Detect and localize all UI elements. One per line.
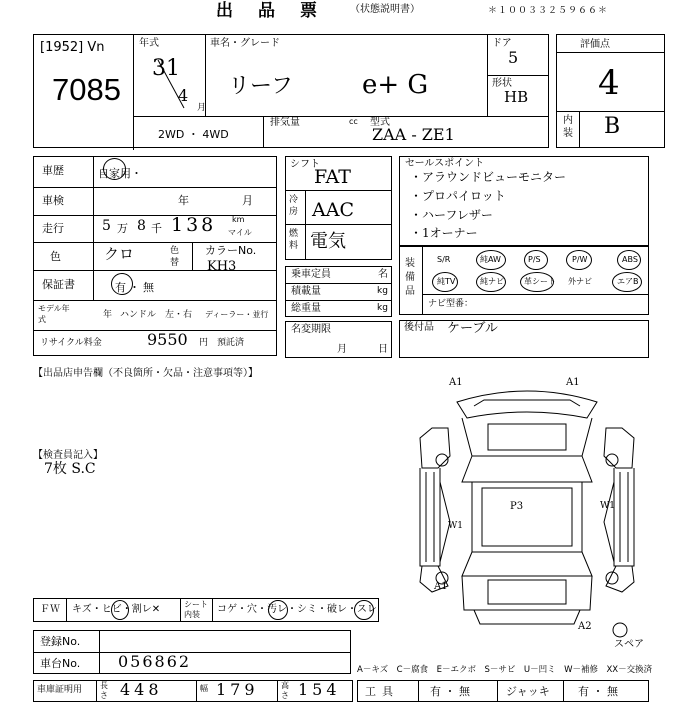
mark-w1-left: W1: [448, 521, 463, 531]
fuel-label: 燃料: [289, 229, 299, 251]
sales-point-2: ・プロパイロット: [410, 189, 506, 203]
serial-number: ＊１００３３２５９６６＊: [488, 6, 609, 16]
type-value: ZAA - ZE1: [372, 125, 455, 144]
fuel-value: 電気: [310, 231, 346, 252]
after-parts-block: [399, 320, 649, 358]
mileage-rest: 138: [171, 214, 217, 236]
chassis-value: 056862: [118, 652, 192, 671]
dealer-options: ディーラー・並行: [205, 310, 269, 319]
year-label: 年式: [139, 38, 159, 49]
seller-notes-label: 【出品店申告欄（不良箇所・欠品・注意事項等）】: [33, 368, 258, 379]
mileage-man-unit: 万: [117, 222, 128, 235]
warranty-label: 保証書: [42, 278, 75, 291]
registration-label: 登録No.: [40, 635, 81, 648]
chassis-label: 車台No.: [40, 657, 81, 670]
color-code: KH3: [207, 259, 237, 274]
sheet-title: 出 品 票: [216, 1, 321, 21]
equip-aw: 純AW: [480, 255, 501, 264]
equip-pw: P/W: [572, 255, 588, 264]
warranty-circle: [111, 273, 133, 295]
lot-tag: [1952] Vn: [40, 40, 105, 55]
model-grade: e+ G: [362, 70, 429, 100]
equip-navi: 純ナビ: [480, 277, 504, 286]
length-value: 448: [120, 680, 163, 699]
type-label: 型式: [370, 117, 390, 128]
height-value: 154: [298, 680, 341, 699]
mark-a1-left: A1: [449, 377, 463, 388]
shift-label: シフト: [290, 159, 320, 170]
certificate-label: 車庫証明用: [37, 685, 83, 695]
grade-score: 4: [598, 63, 620, 103]
cc-label: 排気量: [270, 117, 300, 128]
sales-points-label: セールスポイント: [405, 158, 485, 169]
inspection-label: 車検: [42, 194, 64, 207]
sheet-subtitle: （状態説明書）: [350, 4, 420, 15]
sales-point-4: ・1オーナー: [410, 226, 478, 240]
height-label: 高さ: [281, 681, 289, 700]
doors-label: ドア: [492, 38, 512, 49]
length-label: 長さ: [100, 681, 108, 700]
year-value: 31: [152, 56, 180, 81]
equip-aw-circle: [476, 250, 506, 270]
grade-label: 評価点: [580, 39, 610, 50]
load-label: 積載量: [291, 286, 321, 297]
equip-sr: S/R: [437, 255, 451, 264]
cc-unit: cc: [349, 117, 358, 126]
inspection-year: 年: [178, 194, 189, 207]
fw-items: キズ・ヒビ・割レ✕: [72, 604, 161, 615]
spare-label: スペア: [614, 639, 644, 650]
equipment-label: 装備品: [405, 258, 415, 297]
mark-p3: P3: [510, 501, 524, 512]
seat-circle-1: [268, 600, 288, 620]
interior-grade: B: [604, 114, 621, 139]
body-label: 形状: [492, 78, 512, 89]
equip-ps: P/S: [528, 255, 541, 264]
fw-circle: [111, 600, 129, 620]
equip-airbag: エアB: [617, 277, 639, 286]
mark-a2: A2: [578, 621, 592, 632]
mark-w1-right: W1: [600, 501, 615, 511]
mark-a1-right: A1: [566, 377, 580, 388]
width-value: 179: [216, 680, 259, 699]
mileage-man: 5: [102, 218, 111, 234]
recycle-value: 9550: [147, 330, 188, 349]
inspection-month: 月: [242, 194, 253, 207]
after-parts-label: 後付品: [404, 322, 434, 333]
capacity-unit: 名: [378, 269, 388, 280]
equip-airbag-circle: [612, 272, 642, 292]
recycle-label: リサイクル料金: [40, 338, 102, 348]
color-label: 色: [50, 250, 61, 263]
year-month: 4: [178, 86, 189, 105]
drive-options: 2WD ・ 4WD: [158, 128, 229, 141]
reg-limit-day: 日: [378, 344, 388, 355]
body-value: HB: [504, 88, 529, 106]
color-value: クロ: [104, 245, 135, 263]
mileage-label: 走行: [42, 222, 64, 235]
tools-options: 有 ・ 無: [430, 685, 470, 698]
lot-number: 7085: [52, 72, 121, 107]
inspector-label: 【検査員記入】: [33, 450, 103, 461]
seat-items: コゲ・穴・汚レ・シミ・破レ・スレ: [217, 604, 377, 615]
seat-label: シート内装: [184, 600, 208, 619]
width-label: 幅: [200, 684, 208, 693]
equip-leather: 革シート: [524, 277, 556, 286]
model-year-label: モデル年式: [38, 304, 70, 324]
color-code-label: カラーNo.: [205, 244, 257, 257]
recycle-unit: 円 預託済: [199, 338, 245, 348]
doors-value: 5: [508, 48, 519, 67]
mileage-km: km: [232, 215, 245, 224]
ac-label: 冷房: [289, 195, 299, 217]
reg-limit-label: 名変期限: [291, 324, 331, 335]
equip-leather-circle: [520, 272, 554, 292]
equip-ps-circle: [524, 250, 548, 270]
shift-value: FAT: [314, 166, 351, 188]
seat-circle-2: [354, 600, 374, 620]
fw-label: ＦＷ: [40, 604, 60, 615]
month-unit: 月: [197, 103, 207, 113]
handle-options: ハンドル 左・右: [120, 310, 193, 320]
reg-limit-month: 月: [337, 344, 347, 355]
jack-options: 有 ・ 無: [578, 685, 618, 698]
history-label: 車歴: [42, 164, 64, 177]
equip-navi-circle: [476, 272, 506, 292]
model-year-unit: 年: [103, 310, 113, 320]
equip-ext-navi: 外ナビ: [568, 277, 592, 286]
capacity-label: 乗車定員: [291, 269, 331, 280]
model-name: リーフ: [228, 74, 293, 99]
interior-label: 内装: [563, 115, 573, 139]
history-circle: [103, 158, 126, 180]
sales-point-1: ・アラウンドビューモニター: [410, 170, 567, 184]
damage-legend: A－キズ C－腐食 E－エクボ S－サビ U－凹ミ W－補修 XX－交換済: [357, 665, 653, 675]
after-parts-value: ケーブル: [447, 321, 498, 336]
navi-model-label: ナビ型番：: [428, 299, 474, 309]
equip-tv: 純TV: [437, 277, 456, 286]
mark-a1-bottom: A1: [434, 581, 448, 592]
mileage-sen-unit: 千: [151, 222, 162, 235]
mileage-mile: マイル: [228, 228, 252, 237]
sales-point-3: ・ハーフレザー: [410, 208, 493, 222]
ac-value: AAC: [312, 199, 354, 221]
weight-unit: kg: [377, 303, 388, 313]
tools-label: 工具: [365, 685, 399, 698]
color-change-label: 色替: [170, 246, 180, 268]
equip-tv-circle: [432, 272, 458, 292]
inspector-value: 7枚 S.C: [44, 461, 96, 477]
equip-pw-circle: [566, 250, 592, 270]
load-unit: kg: [377, 286, 388, 296]
jack-label: ジャッキ: [506, 685, 550, 698]
mileage-sen: 8: [137, 218, 146, 234]
equip-abs: ABS: [622, 255, 638, 264]
model-label: 車名・グレード: [210, 38, 280, 49]
equip-abs-circle: [617, 250, 641, 270]
weight-label: 総重量: [291, 303, 321, 314]
history-value: 自家用・: [98, 167, 142, 180]
warranty-options: 有・無: [115, 281, 157, 294]
